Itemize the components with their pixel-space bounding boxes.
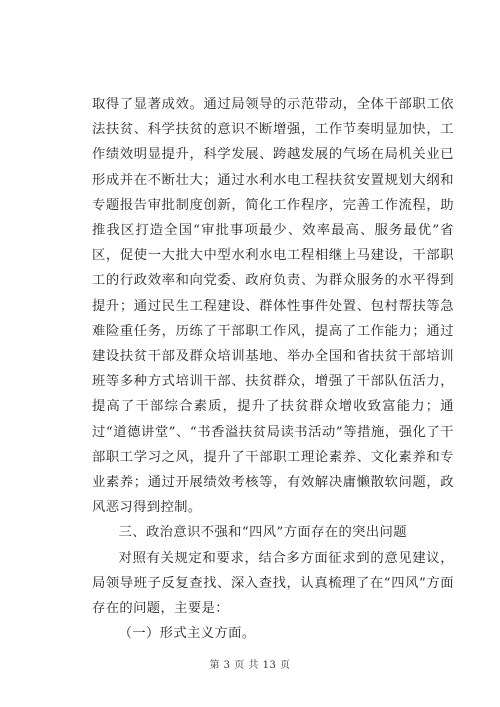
page-number-footer: 第 3 页 共 13 页	[209, 660, 291, 671]
subheading-formalism: （一）形式主义方面。	[118, 626, 256, 642]
paragraph-problem-review: 对照有关规定和要求，结合多方面征求到的意见建议，局领导班子反复查找、深入查找，认真梳理了在“四风”方面存在的问题，主要是：	[92, 550, 454, 617]
document-body	[92, 92, 454, 646]
paragraph-achievements: 取得了显著成效。通过局领导的示范带动，全体干部职工依法扶贫、科学扶贫的意识不断增强，工作节奏明显加快，工作绩效明显提升，科学发展、跨越发展的气场在局机关业已形成并在不断壮大；通过水利水电工程扶贫安置规划大纲和专题报告审批制度创新，简化工作程序，完善工作流程，助推我区打造全国“审批事项最少、效率最高、服务最优”省区，促使一大批大中型水利水电工程相继上马建设，干部职工的行政效率和向党委、政府负责、为群众服务的水平得到提升；通过民生工程建设、群体性事件处置、包村帮扶等急难险重任务，历练了干部职工作风，提高了工作能力；通过建设扶贫干部及群众培训基地、举办全国和省扶贫干部培训班等多种方式培训干部、扶贫群众，增强了干部队伍活力，提高了干部综合素质，提升了扶贫群众增收致富能力；通过“道德讲堂”、“书香溢扶贫局读书活动”等措施，强化了干部职工学习之风，提升了干部职工理论素养、文化素养和专业素养；通过开展绩效考核等，有效解决庸懒散软问题，政风恶习得到控制。	[92, 97, 454, 516]
section-heading-problems: 三、政治意识不强和“四风”方面存在的突出问题	[118, 525, 407, 541]
